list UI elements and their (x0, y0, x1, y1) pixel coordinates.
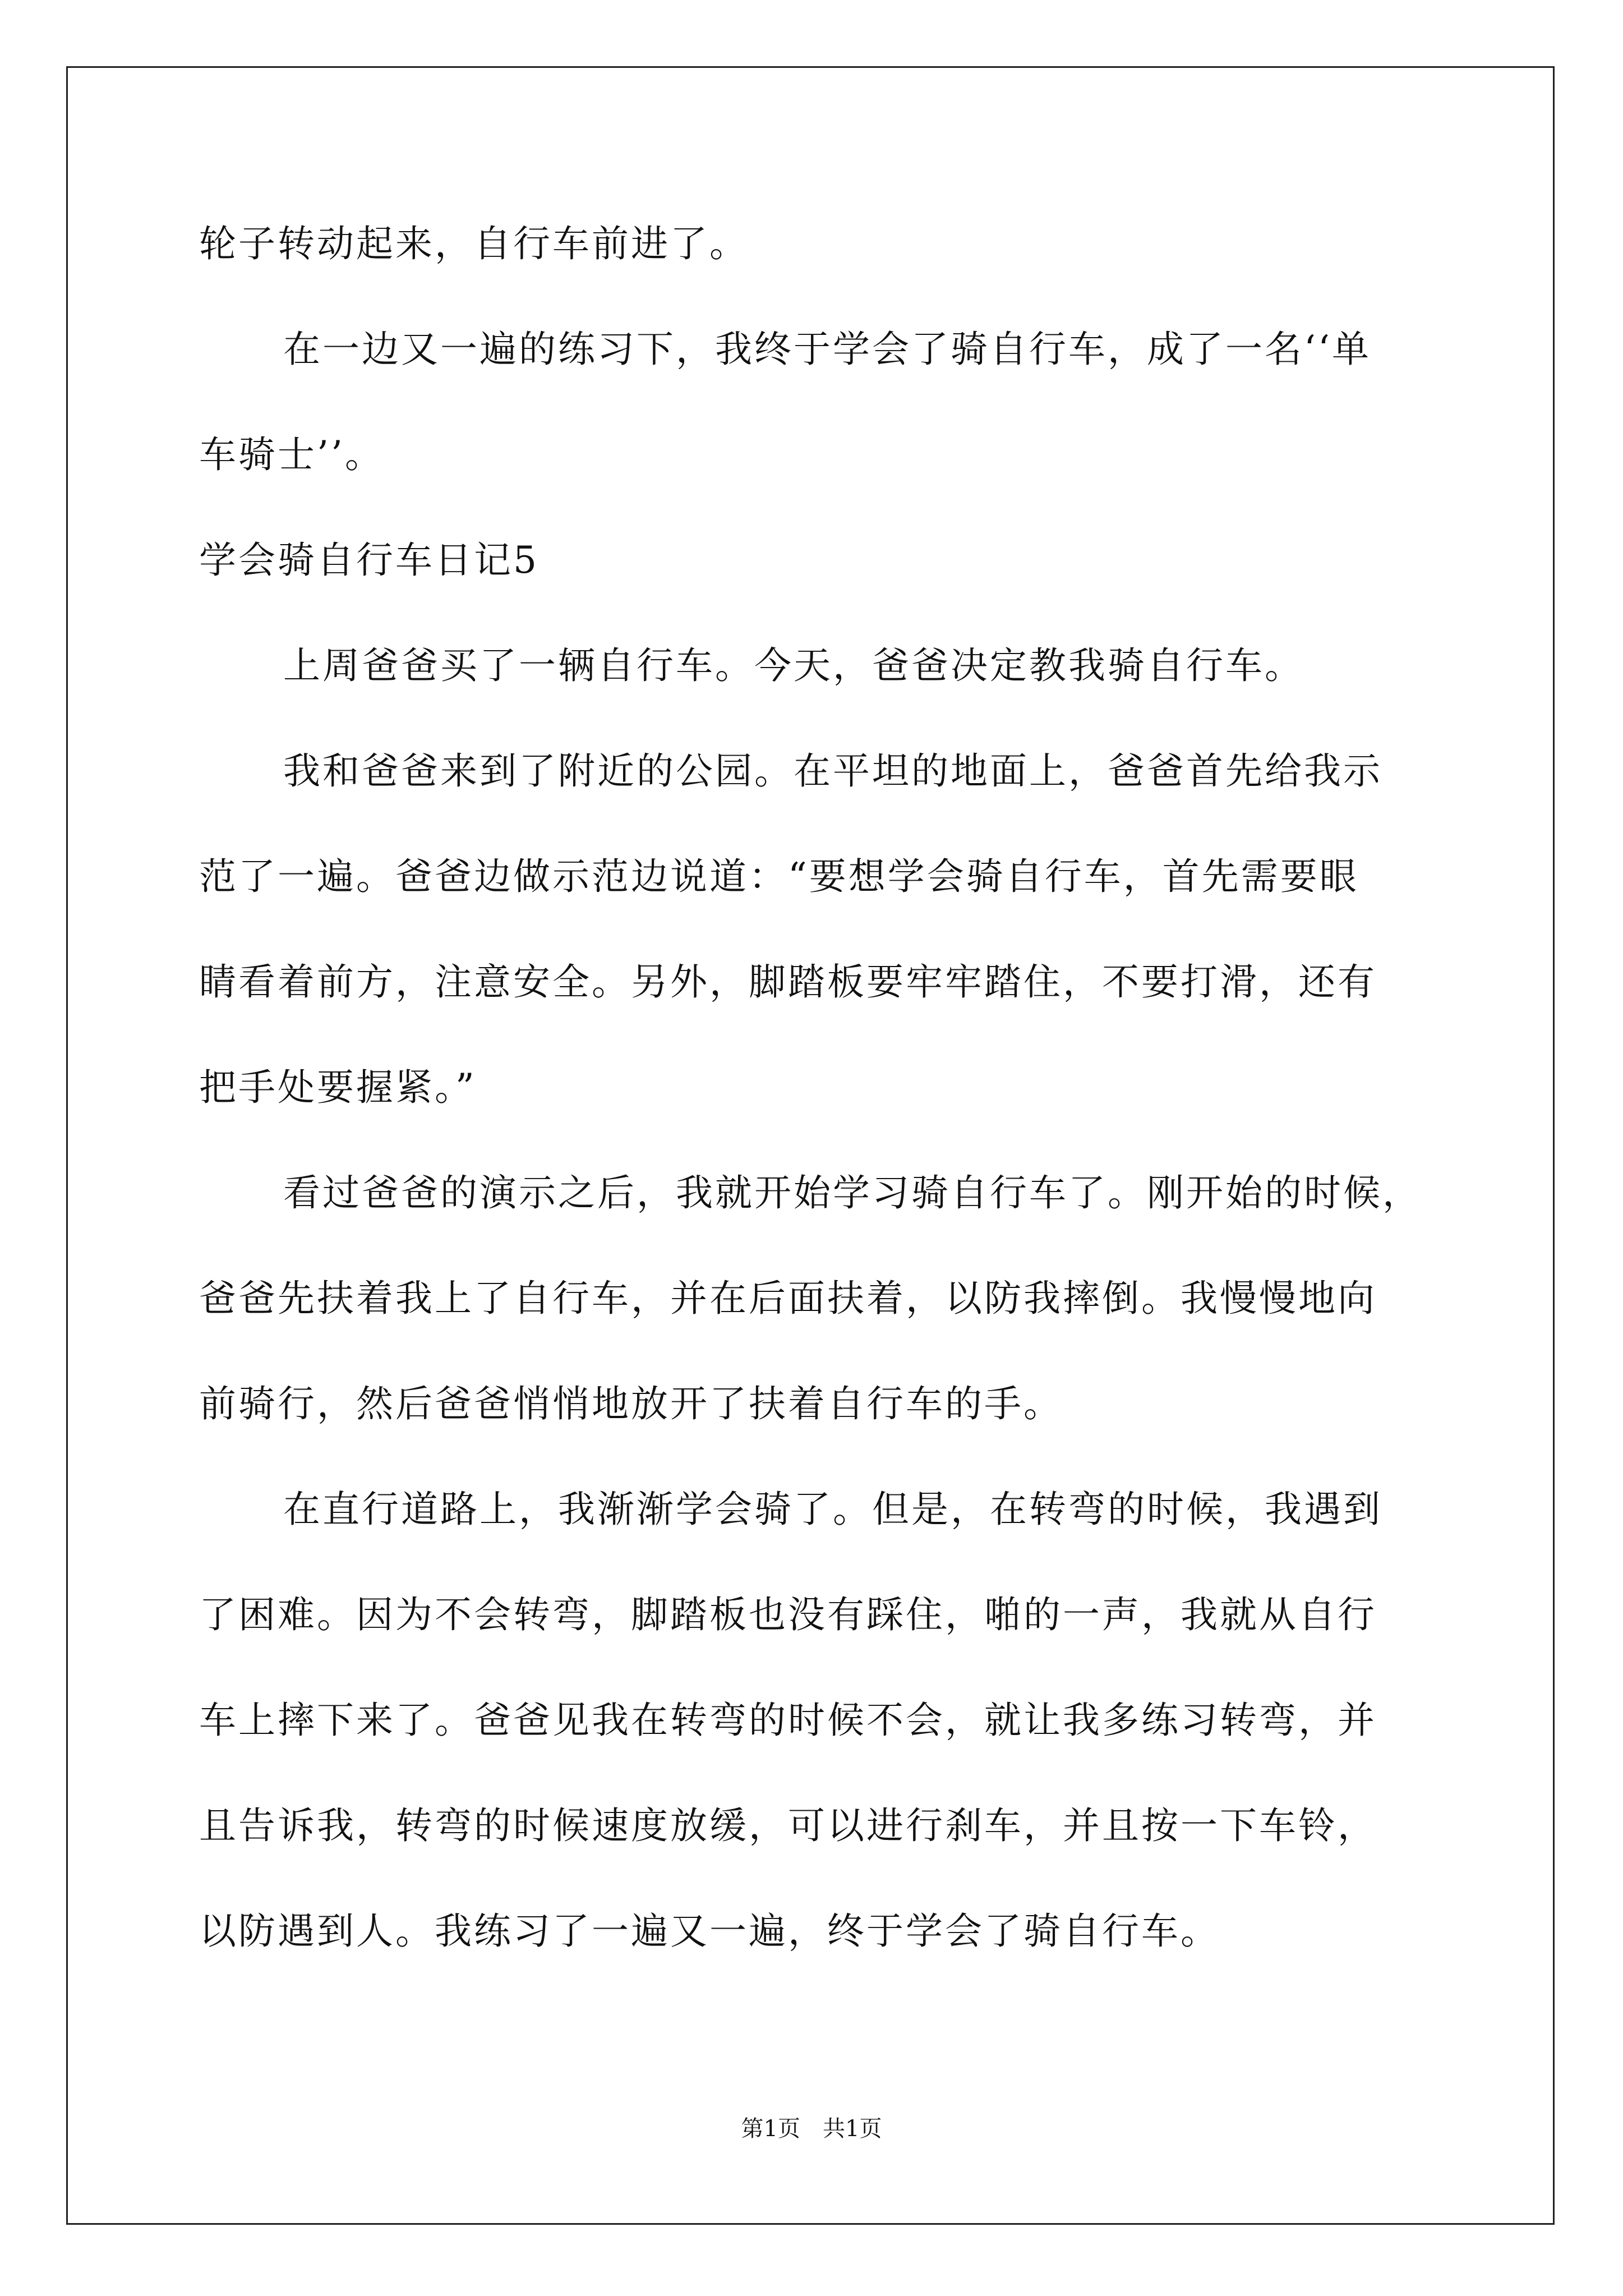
paragraph-line: 爸爸先扶着我上了自行车，并在后面扶着，以防我摔倒。我慢慢地向 (199, 1277, 1377, 1320)
paragraph-line: 睛看着前方，注意安全。另外，脚踏板要牢牢踏住，不要打滑，还有 (199, 960, 1377, 1004)
paragraph-line: 轮子转动起来，自行车前进了。 (199, 222, 749, 265)
page-number-footer: 第1页 共1页 (741, 2116, 882, 2142)
paragraph-line: 看过爸爸的演示之后，我就开始学习骑自行车了。刚开始的时候， (283, 1171, 1422, 1214)
paragraph-line: 前骑行，然后爸爸悄悄地放开了扶着自行车的手。 (199, 1382, 1063, 1425)
paragraph-line: 车上摔下来了。爸爸见我在转弯的时候不会，就让我多练习转弯，并 (199, 1699, 1377, 1742)
section-heading: 学会骑自行车日记5 (199, 539, 539, 582)
paragraph-line: 且告诉我，转弯的时候速度放缓，可以进行刹车，并且按一下车铃， (199, 1804, 1377, 1847)
paragraph-line: 在一边又一遍的练习下，我终于学会了骑自行车，成了一名‘‘单 (283, 328, 1371, 371)
paragraph-line: 车骑士’’。 (199, 433, 384, 476)
paragraph-line: 了困难。因为不会转弯，脚踏板也没有踩住，啪的一声，我就从自行 (199, 1593, 1377, 1636)
paragraph-line: 把手处要握紧。” (199, 1066, 477, 1109)
paragraph-line: 我和爸爸来到了附近的公园。在平坦的地面上，爸爸首先给我示 (283, 749, 1382, 793)
paragraph-line: 以防遇到人。我练习了一遍又一遍，终于学会了骑自行车。 (199, 1910, 1220, 1953)
paragraph-line: 范了一遍。爸爸边做示范边说道：“要想学会骑自行车，首先需要眼 (199, 855, 1359, 898)
paragraph-line: 在直行道路上，我渐渐学会骑了。但是，在转弯的时候，我遇到 (283, 1488, 1382, 1531)
paragraph-line: 上周爸爸买了一辆自行车。今天，爸爸决定教我骑自行车。 (283, 644, 1304, 687)
page-border (66, 66, 1555, 2225)
